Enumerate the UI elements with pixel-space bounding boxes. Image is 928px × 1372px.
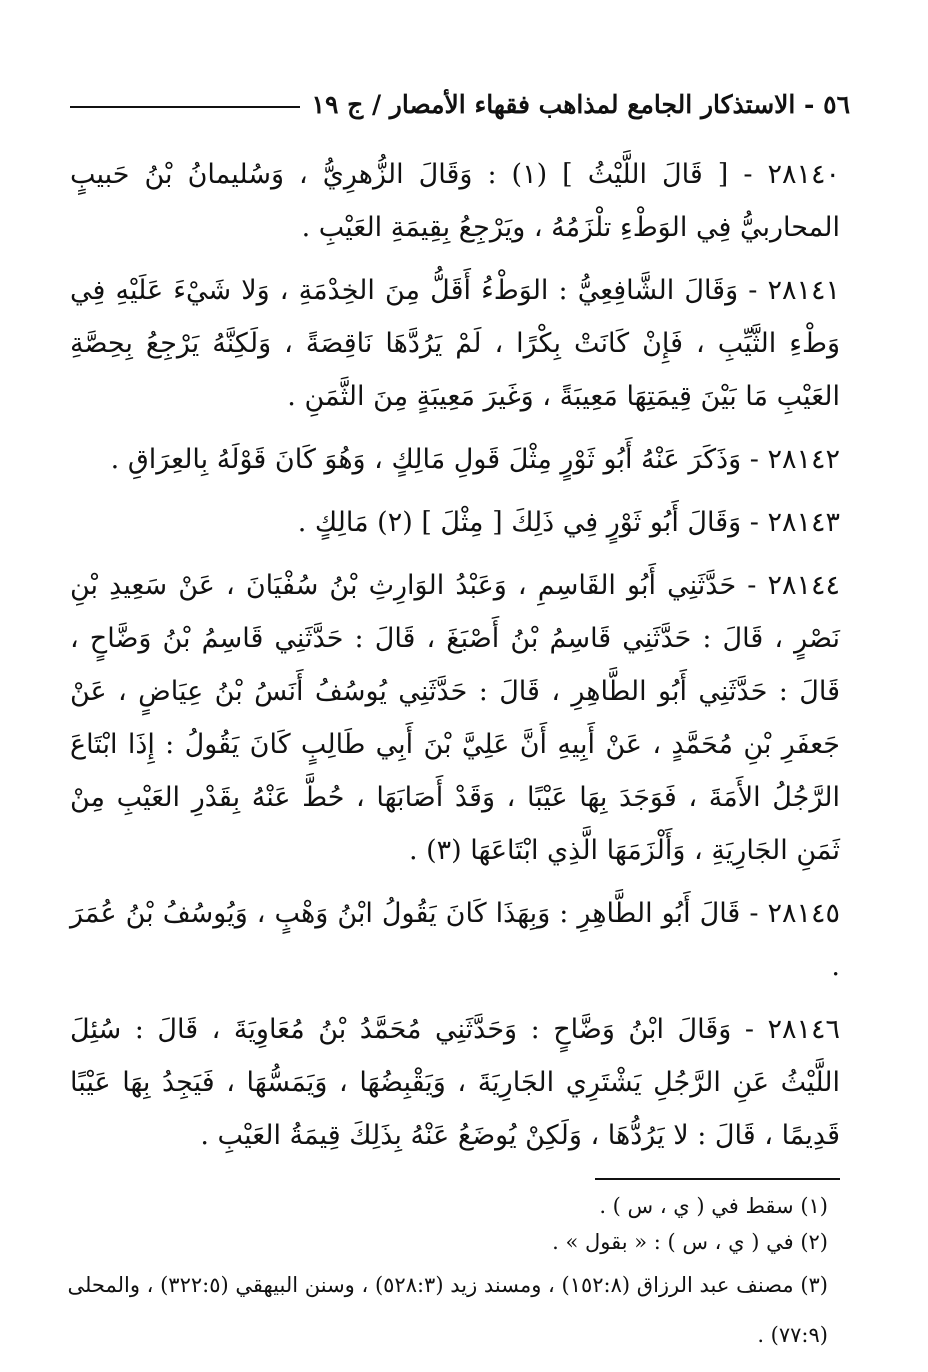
- running-header: [70, 84, 850, 124]
- paragraph-28142: ٢٨١٤٢ - وَذَكَرَ عَنْهُ أَبُو ثَوْرٍ مِثْلَ قَولِ مَالِكٍ ، وَهُوَ كَانَ قَوْلَهُ بِالعِرَاقِ .: [110, 444, 840, 475]
- footnote-3: (٣) مصنف عبد الرزاق (١٥٢:٨) ، ومسند زيد (٥٢٨:٣) ، وسنن البيهقي (٣٢٢:٥) ، والمحلى (٧٧:٩) .: [67, 1273, 828, 1347]
- paragraph-28144: ٢٨١٤٤ - حَدَّثَنِي أَبُو القَاسِمِ ، وَعَبْدُ الوَارِثِ بْنُ سُفْيَانَ ، عَنْ سَعِيدِ بْنِ نَصْرٍ ، قَالَ : حَدَّثَنِي قَاسِمُ بْنُ أَصْبَغَ ، قَالَ : حَدَّثَنِي قَاسِمُ بْنُ وَضَّاحٍ ، قَالَ : حَدَّثَنِي أَبُو الطَّاهِرِ ، قَالَ : حَدَّثَنِي يُوسُفُ أَنَسُ بْنُ عِيَاضٍ ، عَنْ جَعفَرِ بْنِ مُحَمَّدٍ ، عَنْ أَبِيهِ أَنَّ عَلِيَّ بْنَ أَبِي طَالِبٍ كَانَ يَقُولُ : إِذَا ابْتَاعَ الرَّجُلُ الأَمَةَ ، فَوَجَدَ بِهَا عَيْبًا ، وَقَدْ أَصَابَهَا ، حُطَّ عَنْهُ بِقَدْرِ العَيْبِ مِنْ ثَمَنِ الجَارِيَةِ ، وَأَلْزَمَهَا الَّذِي ابْتَاعَهَا (٣) .: [70, 570, 840, 866]
- footnote-2: (٢) في ( ي ، س ) : « بقول » .: [552, 1230, 828, 1254]
- paragraph-28143: ٢٨١٤٣ - وَقَالَ أَبُو ثَوْرٍ فِي ذَلِكَ [ مِثْلَ ] (٢) مَالِكٍ .: [297, 507, 840, 538]
- header-text: ٥٦ - الاستذكار الجامع لمذاهب فقهاء الأمصار / ج ١٩: [311, 89, 850, 119]
- footnote-separator: [595, 1178, 840, 1180]
- paragraph-28140: ٢٨١٤٠ - [ قَالَ اللَّيْثُ ] (١) : وَقَالَ الزُّهرِيُّ ، وَسُليمانُ بْنُ حَبيبٍ المحاربيُّ فِي الوَطْءِ تلْزَمُهُ ، ويَرْجِعُ بِقِيمَةِ العَيْبِ .: [70, 159, 840, 243]
- paragraph-28141: ٢٨١٤١ - وَقَالَ الشَّافِعِيُّ : الوَطْءُ أَقَلُّ مِنَ الخِدْمَةِ ، وَلا شَيْءَ عَلَيْهِ فِي وَطْءِ الثَّيِّبِ ، فَإِنْ كَانَتْ بِكْرًا ، لَمْ يَرُدَّهَا نَاقِصَةً ، وَلَكِنَّهُ يَرْجِعُ بِحِصَّةِ العَيْبِ مَا بَيْنَ قِيمَتِهَا مَعِيبَةً ، وَغَيرَ مَعِيبَةٍ مِنَ الثَّمَنِ .: [70, 275, 840, 412]
- paragraph-28145: ٢٨١٤٥ - قَالَ أَبُو الطَّاهِرِ : وَبِهَذَا كَانَ يَقُولُ ابْنُ وَهْبٍ ، وَيُوسُفُ بْنُ عُمَرَ .: [70, 898, 840, 982]
- main-text: [70, 148, 840, 1162]
- footnote-1: (١) سقط في ( ي ، س ) .: [599, 1194, 828, 1218]
- header-rule: [70, 106, 300, 108]
- paragraph-28146: ٢٨١٤٦ - وَقَالَ ابْنُ وَضَّاحٍ : وَحَدَّثَنِي مُحَمَّدُ بْنُ مُعَاوِيَةَ ، قَالَ : سُئِلَ اللَّيْثُ عَنِ الرَّجُلِ يَشْتَرِي الجَارِيَةَ ، وَيَقْبِضُهَا ، وَيَمَسُّهَا ، فَيَجِدُ بِهَا عَيْبًا قَدِيمًا ، قَالَ : لا يَرُدُّهَا ، وَلَكِنْ يُوضَعُ عَنْهُ بِذَلِكَ قِيمَةُ العَيْبِ .: [70, 1014, 840, 1151]
- footnotes: [60, 1188, 828, 1360]
